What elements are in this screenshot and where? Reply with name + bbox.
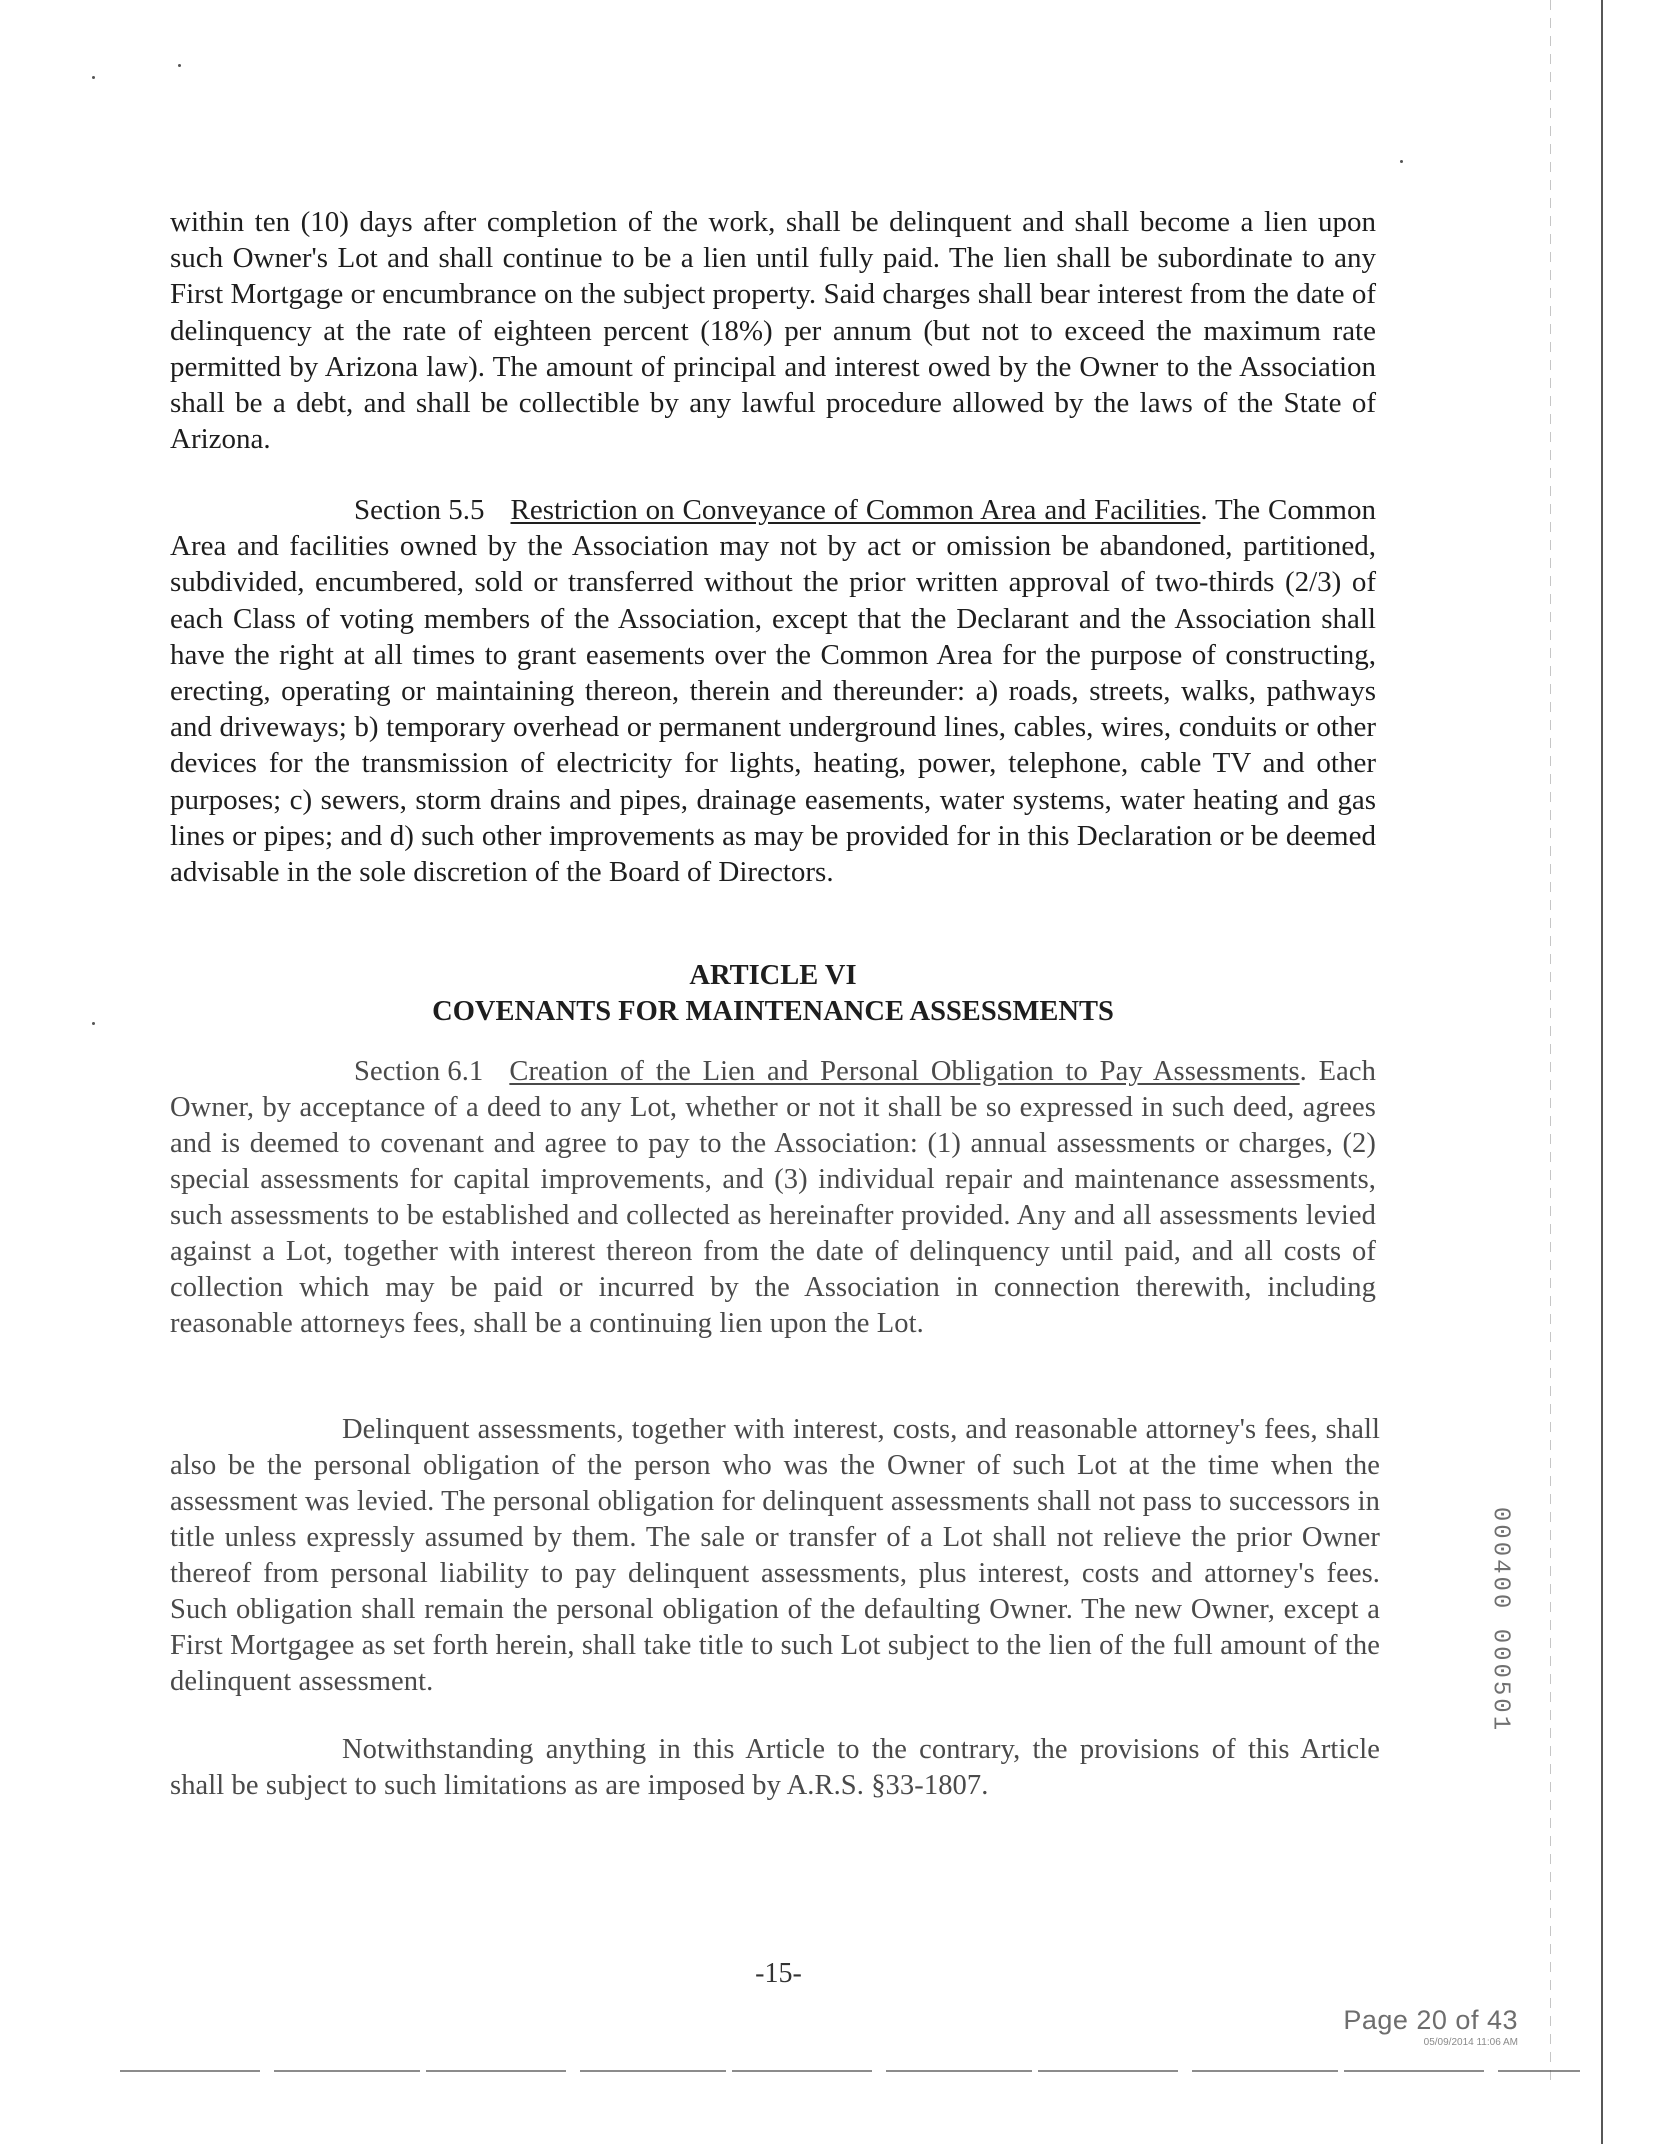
scan-speck xyxy=(1400,160,1403,163)
article-title: COVENANTS FOR MAINTENANCE ASSESSMENTS xyxy=(432,996,1114,1027)
article-number: ARTICLE VI xyxy=(689,960,857,991)
scan-edge-line xyxy=(1601,0,1603,2144)
section-5-5-label: Section 5.5 xyxy=(354,494,485,526)
section-5-5 xyxy=(170,492,1376,890)
paragraph-notwithstanding: Notwithstanding anything in this Article to the contrary, the provisions of this Article shall be subject to such limitations as are imposed by A.R.S. §33-1807. xyxy=(170,1734,1380,1801)
scan-edge-faint xyxy=(1550,0,1551,2080)
section-6-1 xyxy=(170,1054,1376,1342)
scan-speck xyxy=(92,76,95,79)
page-number: -15- xyxy=(755,1958,802,1989)
scan-speck xyxy=(178,64,181,67)
page-of-total: Page 20 of 43 xyxy=(1343,2005,1518,2035)
paragraph-lien-continuation: within ten (10) days after completion of the work, shall be delinquent and shall become a lien upon such Owner's Lot and shall continue to be a lien until fully paid. The lien shall be subordinate to any First Mortgage or encumbrance on the subject property. Said charges shall bear interest from the date of delinquency at the rate of eighteen percent (18%) per annum (but not to exceed the maximum rate permitted by Arizona law). The amount of principal and interest owed by the Owner to the Association shall be a debt, and shall be collectible by any lawful procedure allowed by the laws of the State of Arizona. xyxy=(170,206,1376,456)
paragraph-delinquent-assessments: Delinquent assessments, together with interest, costs, and reasonable attorney's fees, shall also be the personal obligation of the person who was the Owner of such Lot at the time when the assessment was levied. The personal obligation for delinquent assessments shall not pass to successors in title unless expressly assumed by them. The sale or transfer of a Lot shall not relieve the prior Owner thereof from personal liability to pay delinquent assessments, plus interest, costs and attorney's fees. Such obligation shall remain the personal obligation of the defaulting Owner. The new Owner, except a First Mortgagee as set forth herein, shall take title to such Lot subject to the lien of the full amount of the delinquent assessment. xyxy=(170,1414,1380,1697)
scan-speck xyxy=(92,1022,95,1025)
side-bates-code: 000400 000501 xyxy=(1486,1506,1514,1734)
scan-bottom-line xyxy=(120,2070,1580,2072)
section-6-1-title: Creation of the Lien and Personal Obligation to Pay Assessments xyxy=(509,1056,1300,1087)
print-timestamp: 05/09/2014 11:06 AM xyxy=(1423,2037,1518,2048)
section-6-1-body: . Each Owner, by acceptance of a deed to any Lot, whether or not it shall be so expressed in such deed, agrees and is deemed to covenant and agree to pay to the Association: (1) annual assessments or charges, (2) special assessments for capital improvements, and (3) individual repair and maintenance assessments, such assessments to be established and collected as hereinafter provided. Any and all assessments levied against a Lot, together with interest thereon from the date of delinquency until paid, and all costs of collection which may be paid or incurred by the Association in connection therewith, including reasonable attorneys fees, shall be a continuing lien upon the Lot. xyxy=(170,1056,1376,1339)
page-stamp xyxy=(1328,2005,1518,2049)
section-5-5-title: Restriction on Conveyance of Common Area and Facilities xyxy=(510,494,1201,526)
section-6-1-label: Section 6.1 xyxy=(354,1056,484,1087)
section-5-5-body: . The Common Area and facilities owned by the Association may not by act or omission be abandoned, partitioned, subdivided, encumbered, sold or transferred without the prior written approval of two-thirds (2/3) of each Class of voting members of the Association, except that the Declarant and the Association shall have the right at all times to grant easements over the Common Area for the purpose of constructing, erecting, operating or maintaining thereon, therein and thereunder: a) roads, streets, walks, pathways and driveways; b) temporary overhead or permanent underground lines, cables, wires, conduits or other devices for the transmission of electricity for lights, heating, power, telephone, cable TV and other purposes; c) sewers, storm drains and pipes, drainage easements, water systems, water heating and gas lines or pipes; and d) such other improvements as may be provided for in this Declaration or be deemed advisable in the sole discretion of the Board of Directors. xyxy=(170,494,1376,889)
